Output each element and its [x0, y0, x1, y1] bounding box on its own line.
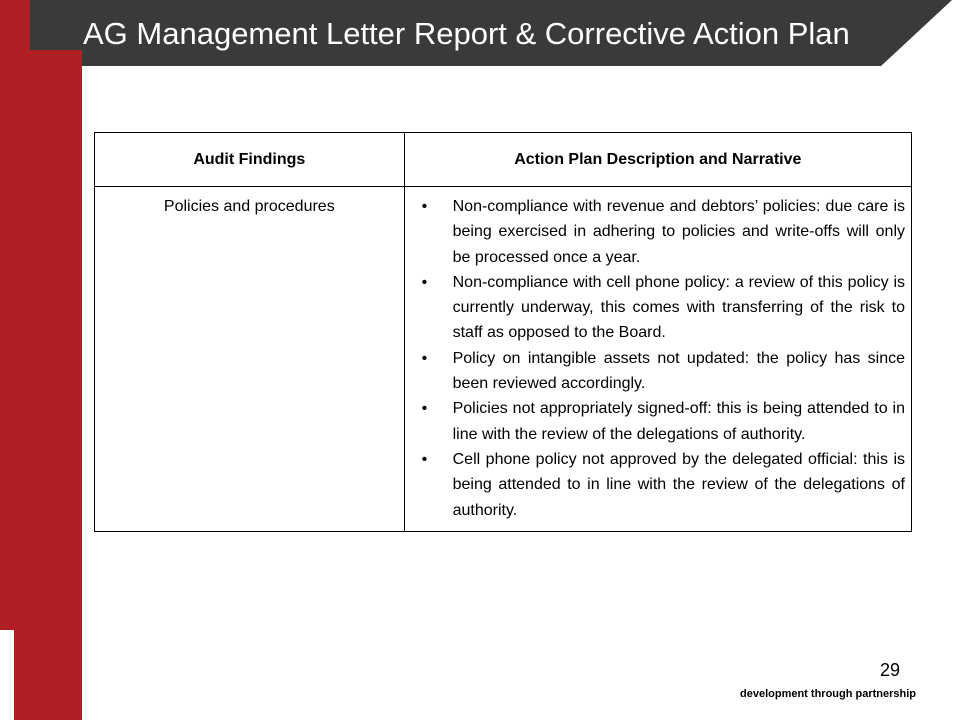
action-item [411, 396, 905, 447]
page-number: 29 [880, 660, 901, 680]
action-item-text: Policies not appropriately signed-off: this is being attended to in line with the review of the delegations of authority. [452, 400, 905, 443]
table-row [95, 187, 912, 532]
action-item [411, 194, 905, 270]
bullet-icon: • [421, 349, 428, 367]
finding-cell: Policies and procedures [95, 187, 405, 532]
action-plan-cell [404, 187, 911, 532]
bullet-icon: • [421, 273, 428, 291]
footer-tagline: development through partnership [740, 688, 917, 700]
action-item [411, 270, 905, 346]
action-item-text: Cell phone policy not approved by the delegated official: this is being attended to in line with the review of the delegations of authority. [452, 450, 905, 519]
column-header-action-plan: Action Plan Description and Narrative [404, 133, 911, 187]
table-header-row [95, 133, 912, 187]
column-header-audit-findings: Audit Findings [95, 133, 405, 187]
bullet-icon: • [421, 400, 428, 418]
action-item-text: Non-compliance with revenue and debtors’ policies: due care is being exercised in adhering to policies and write-offs will only be processed once a year. [452, 198, 905, 266]
action-plan-list [411, 194, 905, 523]
action-item [411, 447, 905, 523]
findings-table [94, 132, 912, 532]
page-title: AG Management Letter Report & Corrective Action Plan [83, 16, 850, 51]
bullet-icon: • [421, 198, 428, 215]
bullet-icon: • [421, 450, 428, 468]
action-item-text: Policy on intangible assets not updated: the policy has since been reviewed accordingly. [452, 349, 905, 393]
action-item [411, 346, 905, 397]
action-item-text: Non-compliance with cell phone policy: a review of this policy is currently underway, this comes with transferring of the risk to staff as opposed to the Board. [452, 273, 905, 342]
